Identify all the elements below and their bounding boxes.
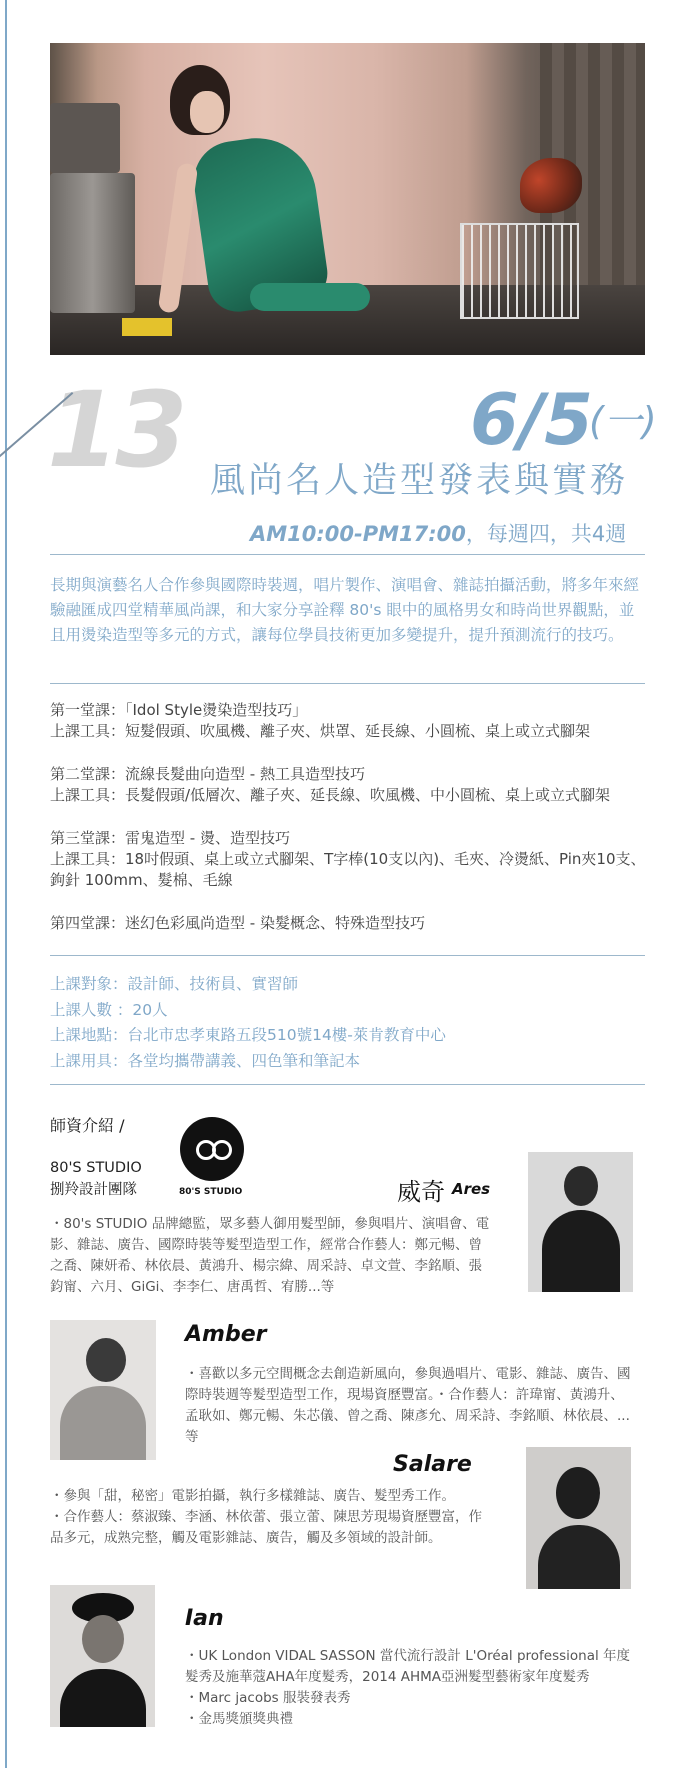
hero-bucket-upper — [50, 103, 120, 173]
teacher-bio-line: ・金馬獎頒獎典禮 — [185, 1711, 293, 1727]
teacher-bio-line: ・合作藝人：蔡淑臻、李涵、林依蕾、張立蕾、陳思芳現場資歷豐富，作品多元，成熟完整，觸及電影雜誌、廣告，觸及多領域的設計師。 — [50, 1509, 482, 1546]
left-border-line — [5, 0, 7, 1768]
studio-name-en: 80'S STUDIO — [50, 1160, 142, 1176]
teacher-name-en: Amber — [185, 1322, 267, 1347]
info-supplies: 上課用具：各堂均攜帶講義、四色筆和筆記本 — [50, 1051, 361, 1070]
course-lesson: 第三堂課：雷鬼造型 - 燙、造型技巧 — [50, 829, 290, 847]
info-capacity: 上課人數 ：20人 — [50, 1000, 168, 1019]
info-location: 上課地點：台北市忠孝東路五段510號14樓-萊肯教育中心 — [50, 1026, 446, 1044]
course-lesson: 第四堂課：迷幻色彩風尚造型 - 染髮概念、特殊造型技巧 — [50, 914, 425, 932]
course-lesson: 第一堂課：「Idol Style燙染造型技巧」 — [50, 701, 308, 719]
course-lesson: 第二堂課：流線長髮曲向造型 - 熱工具造型技巧 — [50, 765, 365, 783]
course-tools: 上課工具：長髮假頭/低層次、離子夾、延長線、吹風機、中小圓梳、桌上或立式腳架 — [50, 786, 611, 804]
photo-body — [60, 1386, 146, 1460]
hero-birdcage — [460, 223, 579, 319]
photo-body — [60, 1669, 146, 1727]
hero-rooster — [520, 158, 582, 213]
hero-sponge — [122, 318, 172, 336]
photo-head — [86, 1338, 126, 1382]
photo-head — [82, 1615, 124, 1663]
hero-photo — [50, 43, 645, 355]
teacher-bio: ・喜歡以多元空間概念去創造新風向，參與過唱片、電影、雜誌、廣告、國際時裝週等髮型造型工作，現場資歷豐富。・合作藝人：許瑋甯、黃鴻升、孟耿如、鄭元暢、朱芯儀、曾之喬、陳彥允、周采詩、李銘順、林依晨、...等 — [185, 1366, 631, 1445]
studio-name — [50, 1157, 142, 1201]
session-weekday: (一) — [589, 399, 657, 443]
course-time — [250, 518, 626, 548]
teacher-bio — [50, 1486, 490, 1549]
teacher-photo-ian — [50, 1585, 155, 1727]
hero-bucket — [50, 173, 135, 313]
studio-logo — [180, 1117, 244, 1181]
divider — [50, 1084, 645, 1085]
course-item — [50, 913, 650, 934]
session-date: 6/5 — [470, 379, 593, 461]
teacher-photo-salare — [526, 1447, 631, 1589]
studio-logo-text: 80'S STUDIO — [179, 1187, 243, 1197]
teacher-name-cn: 威奇 — [397, 1178, 445, 1206]
teacher-photo-ares — [528, 1152, 633, 1292]
course-item — [50, 764, 650, 806]
teacher-photo-amber — [50, 1320, 156, 1460]
teacher-bio-line: ・參與「甜，秘密」電影拍攝，執行多樣雜誌、廣告、髮型秀工作。 — [50, 1488, 455, 1504]
photo-head — [556, 1467, 600, 1519]
teacher-bio-line: ・Marc jacobs 服裝發表秀 — [185, 1690, 351, 1706]
teacher-bio: ・80's STUDIO 品牌總監，眾多藝人御用髮型師，參與唱片、演唱會、電影、雜誌、廣告、國際時裝等髮型造型工作，經常合作藝人：鄭元暢、曾之喬、陳妍希、林依晨、黃鴻升、楊宗緯、周采詩、卓文萱、李銘順、張鈞甯、六月、GiGi、李李仁、唐禹哲、宥勝...等 — [50, 1216, 490, 1295]
course-intro: 長期與演藝名人合作參與國際時裝週，唱片製作、演唱會、雜誌拍攝活動，將多年來經驗融匯成四堂精華風尚課，和大家分享詮釋 80's 眼中的風格男女和時尚世界觀點，並且用燙染造型等多元的方式，讓每位學員技術更加多變提升，提升預測流行的技巧。 — [50, 576, 640, 644]
hero-model-face — [190, 91, 224, 133]
teacher-name-en: Ares — [452, 1180, 491, 1198]
teachers-heading: 師資介紹 / — [50, 1116, 125, 1135]
teacher-name-en: Ian — [185, 1606, 224, 1631]
teacher-bio — [185, 1646, 637, 1730]
course-time-schedule: ，每週四，共4週 — [465, 522, 627, 546]
hero-model-leg — [250, 283, 370, 311]
course-item — [50, 700, 650, 742]
photo-head — [564, 1166, 598, 1206]
photo-body — [538, 1525, 620, 1589]
divider — [50, 955, 645, 956]
photo-body — [542, 1210, 620, 1292]
course-info — [50, 972, 610, 1074]
studio-name-cn: 捌羚設計團隊 — [50, 1182, 137, 1198]
course-tools: 上課工具：18吋假頭、桌上或立式腳架、T字棒(10支以內)、毛夾、冷燙紙、Pin夾10支、鉤針 100mm、髮棉、毛線 — [50, 850, 646, 889]
info-audience: 上課對象：設計師、技術員、實習師 — [50, 975, 299, 993]
infinity-icon — [212, 1140, 232, 1160]
session-number: 13 — [47, 369, 184, 491]
course-item — [50, 828, 650, 891]
teacher-bio-line: ・UK London VIDAL SASSON 當代流行設計 L'Oréal professional 年度髮秀及施華蔻AHA年度髮秀，2014 AHMA亞洲髮型藝術家年度髮秀 — [185, 1648, 631, 1685]
course-title: 風尚名人造型發表與實務 — [210, 461, 629, 501]
divider — [50, 683, 645, 684]
divider — [50, 554, 645, 555]
teacher-name-en: Salare — [393, 1452, 472, 1477]
course-tools: 上課工具：短髮假頭、吹風機、離子夾、烘罩、延長線、小圓梳、桌上或立式腳架 — [50, 722, 591, 740]
course-time-range: AM10:00-PM17:00 — [250, 522, 466, 546]
